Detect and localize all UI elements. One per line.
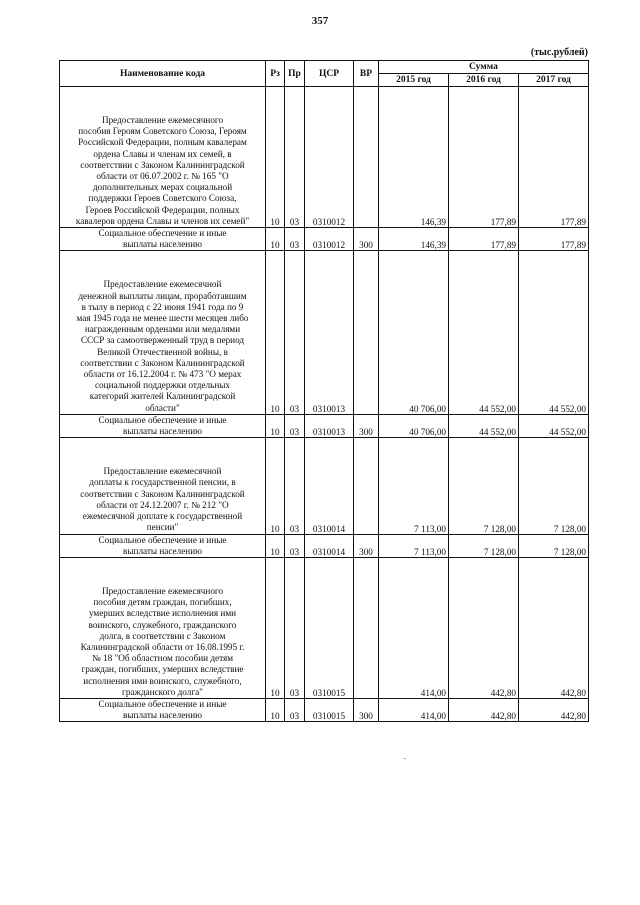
row-pr-cell: 03 (285, 228, 305, 251)
row-amount-2017: 177,89 (519, 228, 589, 251)
row-rz-cell: 10 (266, 698, 285, 721)
row-vr-cell: 300 (354, 414, 379, 437)
row-vr-cell (354, 438, 379, 534)
row-amount-2017: 44 552,00 (519, 414, 589, 437)
row-pr-cell: 03 (285, 534, 305, 557)
row-pr-cell: 03 (285, 698, 305, 721)
row-name-cell: Предоставление ежемесячной доплаты к государственной пенсии, в соответствии с Законом Калининградской области от 24.12.2007 г. № 212 "О ежемесячной доплате к государственной пенсии" (60, 438, 266, 534)
row-amount-2016: 7 128,00 (449, 534, 519, 557)
row-amount-2016: 44 552,00 (449, 414, 519, 437)
row-csr-cell: 0310013 (305, 414, 354, 437)
row-vr-cell: 300 (354, 228, 379, 251)
row-amount-2017: 442,80 (519, 698, 589, 721)
table-header-row (60, 61, 589, 74)
row-vr-cell (354, 251, 379, 414)
row-amount-2016: 442,80 (449, 698, 519, 721)
row-amount-2015: 146,39 (379, 228, 449, 251)
row-name-cell: Социальное обеспечение и иные выплаты населению (60, 414, 266, 437)
row-amount-2017: 442,80 (519, 557, 589, 698)
row-rz-cell: 10 (266, 251, 285, 414)
header-year-2016: 2016 год (449, 74, 519, 87)
row-amount-2017: 177,89 (519, 87, 589, 228)
row-csr-cell: 0310012 (305, 228, 354, 251)
row-vr-cell (354, 87, 379, 228)
table-body (60, 87, 589, 722)
row-pr-cell: 03 (285, 414, 305, 437)
row-rz-cell: 10 (266, 228, 285, 251)
row-amount-2015: 146,39 (379, 87, 449, 228)
row-pr-cell: 03 (285, 251, 305, 414)
table-row (60, 414, 589, 437)
row-amount-2016: 7 128,00 (449, 438, 519, 534)
header-year-2017: 2017 год (519, 74, 589, 87)
row-rz-cell: 10 (266, 87, 285, 228)
table-row (60, 87, 589, 228)
row-pr-cell: 03 (285, 438, 305, 534)
header-vr: ВР (354, 61, 379, 87)
row-name-cell: Социальное обеспечение и иные выплаты населению (60, 698, 266, 721)
header-name: Наименование кода (60, 61, 266, 87)
table-row (60, 534, 589, 557)
table-row (60, 228, 589, 251)
row-amount-2016: 177,89 (449, 228, 519, 251)
header-sum: Сумма (379, 61, 589, 74)
row-amount-2015: 40 706,00 (379, 414, 449, 437)
row-amount-2015: 414,00 (379, 698, 449, 721)
row-amount-2015: 7 113,00 (379, 534, 449, 557)
row-vr-cell: 300 (354, 534, 379, 557)
row-amount-2016: 177,89 (449, 87, 519, 228)
row-amount-2017: 7 128,00 (519, 438, 589, 534)
row-rz-cell: 10 (266, 438, 285, 534)
row-name-cell: Предоставление ежемесячной денежной выплаты лицам, проработавшим в тылу в период с 22 июня 1941 года по 9 мая 1945 года не менее шести месяцев либо награжденным орденами или медалями СССР за самоотверженный труд в период Великой Отечественной войны, в соответствии с Законом Калининградской области от 16.12.2004 г. № 473 "О мерах социальной поддержки отдельных категорий жителей Калининградской области" (60, 251, 266, 414)
row-pr-cell: 03 (285, 87, 305, 228)
row-name-cell: Социальное обеспечение и иные выплаты населению (60, 534, 266, 557)
table-row (60, 251, 589, 414)
row-rz-cell: 10 (266, 414, 285, 437)
row-amount-2017: 44 552,00 (519, 251, 589, 414)
row-pr-cell: 03 (285, 557, 305, 698)
row-vr-cell: 300 (354, 698, 379, 721)
row-amount-2016: 442,80 (449, 557, 519, 698)
page-number: 357 (311, 15, 329, 27)
row-csr-cell: 0310012 (305, 87, 354, 228)
row-name-cell: Социальное обеспечение и иные выплаты населению (60, 228, 266, 251)
row-rz-cell: 10 (266, 534, 285, 557)
row-vr-cell (354, 557, 379, 698)
row-csr-cell: 0310014 (305, 534, 354, 557)
budget-table (59, 60, 589, 722)
row-amount-2015: 414,00 (379, 557, 449, 698)
table-row (60, 557, 589, 698)
scan-speck (404, 758, 406, 759)
row-csr-cell: 0310014 (305, 438, 354, 534)
row-csr-cell: 0310013 (305, 251, 354, 414)
row-amount-2016: 44 552,00 (449, 251, 519, 414)
header-csr: ЦСР (305, 61, 354, 87)
row-rz-cell: 10 (266, 557, 285, 698)
units-label: (тыс.рублей) (530, 47, 588, 58)
row-amount-2015: 7 113,00 (379, 438, 449, 534)
row-csr-cell: 0310015 (305, 698, 354, 721)
row-amount-2015: 40 706,00 (379, 251, 449, 414)
header-year-2015: 2015 год (379, 74, 449, 87)
header-pr: Пр (285, 61, 305, 87)
table-row (60, 438, 589, 534)
row-csr-cell: 0310015 (305, 557, 354, 698)
table-row (60, 698, 589, 721)
row-name-cell: Предоставление ежемесячного пособия Героям Советского Союза, Героям Российской Федерации, полным кавалерам ордена Славы и членам их семей, в соответствии с Законом Калининградской области от 06.07.2002 г. № 165 "О дополнительных мерах социальной поддержки Героев Советского Союза, Героев Российской Федерации, полных кавалеров ордена Славы и членов их семей" (60, 87, 266, 228)
row-amount-2017: 7 128,00 (519, 534, 589, 557)
row-name-cell: Предоставление ежемесячного пособия детям граждан, погибших, умерших вследствие исполнения ими воинского, служебного, гражданского долга, в соответствии с Законом Калининградской области от 16.08.1995 г. № 18 "Об областном пособии детям граждан, погибших, умерших вследствие исполнения ими воинского, служебного, гражданского долга" (60, 557, 266, 698)
header-rz: Рз (266, 61, 285, 87)
